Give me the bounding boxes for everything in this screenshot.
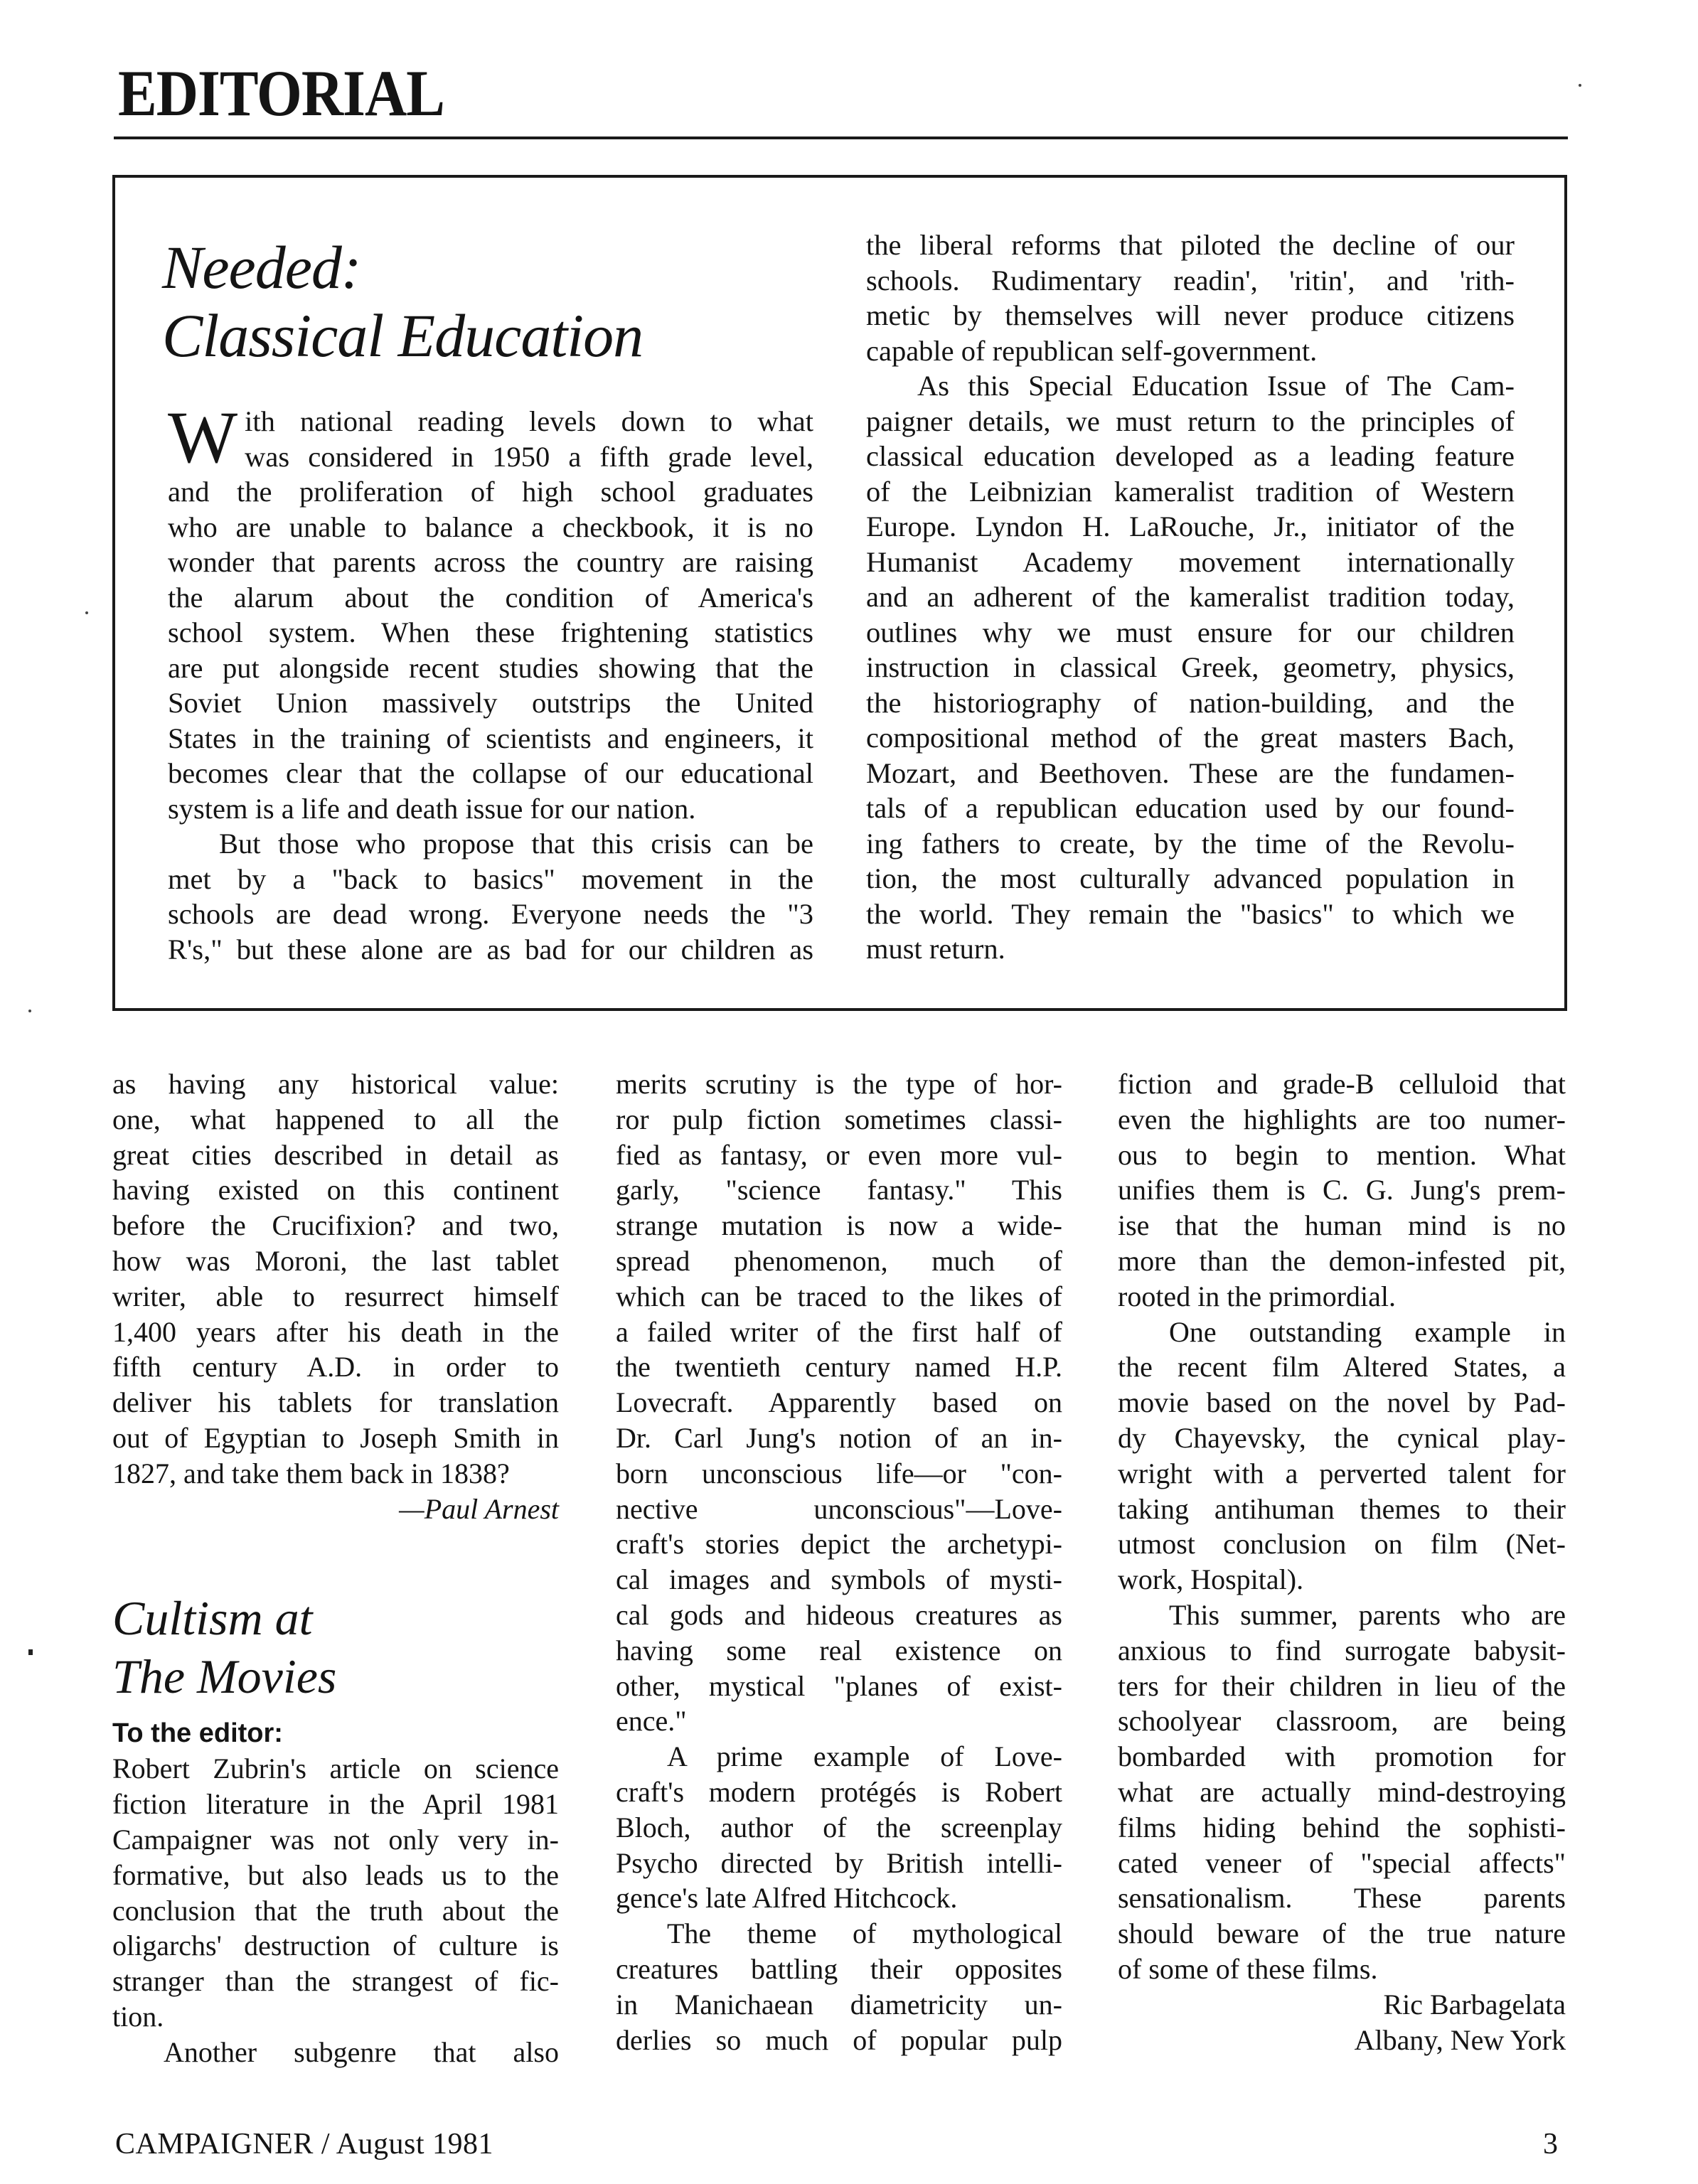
column-2 — [616, 1066, 1062, 2057]
text-line: having some real existence on — [616, 1634, 1062, 1666]
text-line: before the Crucifixion? and two, — [112, 1209, 559, 1242]
text-line: the historiography of nation-building, and the — [866, 686, 1515, 719]
text-line: dy Chayevsky, the cynical play- — [1118, 1421, 1566, 1454]
text-line: cal images and symbols of mysti- — [616, 1563, 1062, 1596]
text-line: ith national reading levels down to what — [245, 405, 813, 437]
text-line: Humanist Academy movement internationally — [866, 545, 1515, 578]
text-line: rooted in the primordial. — [1118, 1280, 1397, 1312]
text-line: Robert Zubrin's article on science — [112, 1752, 559, 1785]
text-line: how was Moroni, the last tablet — [112, 1244, 559, 1277]
text-line: a failed writer of the first half of — [616, 1315, 1062, 1348]
text-line: gence's late Alfred Hitchcock. — [616, 1882, 958, 1915]
text-line: Bloch, author of the screenplay — [616, 1811, 1062, 1843]
text-line: outlines why we must ensure for our children — [866, 616, 1515, 648]
text-line: ror pulp fiction sometimes classi- — [616, 1103, 1062, 1135]
text-line: derlies so much of popular pulp — [616, 2023, 1062, 2056]
margin-speck — [28, 1649, 33, 1655]
editorial-left-column — [168, 397, 813, 967]
text-line: system is a life and death issue for our nation. — [168, 792, 696, 825]
text-line: This summer, parents who are — [1169, 1598, 1566, 1631]
text-line: Europe. Lyndon H. LaRouche, Jr., initiator of the — [866, 510, 1515, 542]
text-line: A prime example of Love- — [667, 1740, 1062, 1773]
text-line: metic by themselves will never produce citizens — [866, 299, 1515, 331]
text-line: the alarum about the condition of America's — [168, 581, 813, 614]
text-line: Another subgenre that also — [164, 2035, 559, 2068]
text-line: But those who propose that this crisis can be — [219, 828, 813, 860]
text-line: and an adherent of the kameralist tradition today, — [866, 581, 1515, 613]
text-line: conclusion that the truth about the — [112, 1894, 559, 1927]
text-line: should beware of the true nature — [1118, 1917, 1566, 1950]
text-line: born unconscious life—or "con- — [616, 1457, 1062, 1489]
text-line: in Manichaean diametricity un- — [616, 1988, 1062, 2020]
text-line: the recent film Altered States, a — [1118, 1351, 1566, 1383]
text-line: cated veneer of "special affects" — [1118, 1846, 1566, 1879]
text-line: instruction in classical Greek, geometry, physics, — [866, 651, 1515, 683]
text-line: fiction literature in the April 1981 — [112, 1788, 559, 1821]
text-line: schools are dead wrong. Everyone needs the "3 — [168, 898, 813, 930]
column-1 — [112, 1066, 559, 2070]
text-line: stranger than the strangest of fic- — [112, 1965, 559, 1998]
text-line: schoolyear classroom, are being — [1118, 1705, 1566, 1738]
text-line: school system. When these frightening statistics — [168, 616, 813, 648]
text-line: wonder that parents across the country are raising — [168, 546, 813, 578]
text-line: merits scrutiny is the type of hor- — [616, 1068, 1062, 1100]
text-line: taking antihuman themes to their — [1118, 1492, 1566, 1525]
text-line: must return. — [866, 933, 1005, 965]
text-line: tion, the most culturally advanced population in — [866, 862, 1515, 894]
text-line: The theme of mythological — [667, 1917, 1062, 1950]
text-line: becomes clear that the collapse of our educational — [168, 757, 813, 789]
text-line: Mozart, and Beethoven. These are the fundamen- — [866, 756, 1515, 789]
text-line: schools. Rudimentary readin', 'ritin', and 'rith- — [866, 264, 1515, 296]
text-line: craft's modern protégés is Robert — [616, 1775, 1062, 1808]
text-line: ence." — [616, 1705, 687, 1738]
article-title-line2: The Movies — [112, 1649, 337, 1704]
footer-publication: CAMPAIGNER / August 1981 — [115, 2128, 494, 2161]
text-line: fied as fantasy, or even more vul- — [616, 1138, 1062, 1171]
drop-cap: W — [168, 397, 238, 478]
letter-signature-name: Ric Barbagelata — [1383, 1988, 1566, 2020]
text-line: ous to begin to mention. What — [1118, 1138, 1566, 1171]
text-line: Psycho directed by British intelli- — [616, 1846, 1062, 1879]
to-the-editor: To the editor: — [112, 1718, 283, 1749]
text-line: cal gods and hideous creatures as — [616, 1598, 1062, 1631]
heading-rule — [114, 136, 1568, 139]
editorial-title-line1: Needed: — [162, 233, 361, 301]
text-line: as having any historical value: — [112, 1068, 559, 1100]
text-line: anxious to find surrogate babysit- — [1118, 1634, 1566, 1666]
text-line: fifth century A.D. in order to — [112, 1351, 559, 1383]
text-line: films hiding behind the sophisti- — [1118, 1811, 1566, 1843]
text-line: ters for their children in lieu of the — [1118, 1669, 1566, 1702]
text-line: bombarded with promotion for — [1118, 1740, 1566, 1773]
letter-signature: —Paul Arnest — [399, 1492, 559, 1525]
article-title-line1: Cultism at — [112, 1591, 313, 1646]
letter-signature-place: Albany, New York — [1354, 2023, 1566, 2056]
section-heading: EDITORIAL — [118, 57, 444, 130]
margin-speck — [28, 1010, 31, 1012]
text-line: paigner details, we must return to the principles of — [866, 405, 1515, 437]
text-line: one, what happened to all the — [112, 1103, 559, 1135]
text-line: Dr. Carl Jung's notion of an in- — [616, 1421, 1062, 1454]
text-line: deliver his tablets for translation — [112, 1386, 559, 1419]
text-line: 1827, and take them back in 1838? — [112, 1457, 510, 1489]
text-line: having existed on this continent — [112, 1174, 559, 1206]
text-line: ing fathers to create, by the time of the Revolu- — [866, 827, 1515, 860]
text-line: compositional method of the great masters Bach, — [866, 722, 1515, 754]
text-line: are put alongside recent studies showing that the — [168, 651, 813, 684]
text-line: who are unable to balance a checkbook, it is no — [168, 510, 813, 543]
text-line: One outstanding example in — [1169, 1315, 1566, 1348]
text-line: was considered in 1950 a fifth grade level, — [245, 440, 813, 473]
text-line: Campaigner was not only very in- — [112, 1823, 559, 1856]
text-line: great cities described in detail as — [112, 1138, 559, 1171]
text-line: met by a "back to basics" movement in the — [168, 862, 813, 895]
text-line: more than the demon-infested pit, — [1118, 1244, 1566, 1277]
text-line: States in the training of scientists and engineers, it — [168, 722, 813, 754]
text-line: which can be traced to the likes of — [616, 1280, 1062, 1312]
text-line: and the proliferation of high school graduates — [168, 476, 813, 508]
text-line: what are actually mind-destroying — [1118, 1775, 1566, 1808]
text-line: tals of a republican education used by our found- — [866, 792, 1515, 824]
margin-speck — [1579, 84, 1581, 87]
text-line: out of Egyptian to Joseph Smith in — [112, 1421, 559, 1454]
editorial-title — [162, 233, 802, 370]
text-line: creatures battling their opposites — [616, 1952, 1062, 1985]
text-line: garly, "science fantasy." This — [616, 1174, 1062, 1206]
text-line: spread phenomenon, much of — [616, 1244, 1062, 1277]
text-line: movie based on the novel by Pad- — [1118, 1386, 1566, 1419]
text-line: wright with a perverted talent for — [1118, 1457, 1566, 1489]
text-line: utmost conclusion on film (Net- — [1118, 1528, 1566, 1561]
text-line: R's," but these alone are as bad for our children as — [168, 933, 813, 965]
text-line: Soviet Union massively outstrips the United — [168, 687, 813, 719]
footer-page-number: 3 — [1543, 2128, 1558, 2161]
text-line: ise that the human mind is no — [1118, 1209, 1566, 1242]
text-line: sensationalism. These parents — [1118, 1882, 1566, 1915]
text-line: the world. They remain the "basics" to which we — [866, 897, 1515, 930]
text-line: capable of republican self-government. — [866, 334, 1318, 367]
text-line: fiction and grade-B celluloid that — [1118, 1068, 1566, 1100]
text-line: the liberal reforms that piloted the decline of our — [866, 229, 1515, 261]
editorial-title-line2: Classical Education — [162, 301, 644, 370]
text-line: craft's stories depict the archetypi- — [616, 1528, 1062, 1561]
text-line: of the Leibnizian kameralist tradition of Western — [866, 475, 1515, 508]
text-line: 1,400 years after his death in the — [112, 1315, 559, 1348]
text-line: formative, but also leads us to the — [112, 1858, 559, 1891]
text-line: of some of these films. — [1118, 1952, 1378, 1985]
text-line: other, mystical "planes of exist- — [616, 1669, 1062, 1702]
text-line: Lovecraft. Apparently based on — [616, 1386, 1062, 1419]
editorial-right-column — [866, 228, 1515, 967]
column-3 — [1118, 1066, 1566, 2057]
text-line: strange mutation is now a wide- — [616, 1209, 1062, 1242]
text-line: oligarchs' destruction of culture is — [112, 1929, 559, 1962]
margin-speck — [85, 611, 88, 614]
text-line: even the highlights are too numer- — [1118, 1103, 1566, 1135]
text-line: As this Special Education Issue of The Cam- — [917, 370, 1515, 402]
text-line: the twentieth century named H.P. — [616, 1351, 1062, 1383]
text-line: work, Hospital). — [1118, 1563, 1304, 1596]
text-line: writer, able to resurrect himself — [112, 1280, 559, 1312]
text-line: nective unconscious"—Love- — [616, 1492, 1062, 1525]
text-line: tion. — [112, 2000, 164, 2033]
text-line: classical education developed as a leading feature — [866, 440, 1515, 472]
text-line: unifies them is C. G. Jung's prem- — [1118, 1174, 1566, 1206]
